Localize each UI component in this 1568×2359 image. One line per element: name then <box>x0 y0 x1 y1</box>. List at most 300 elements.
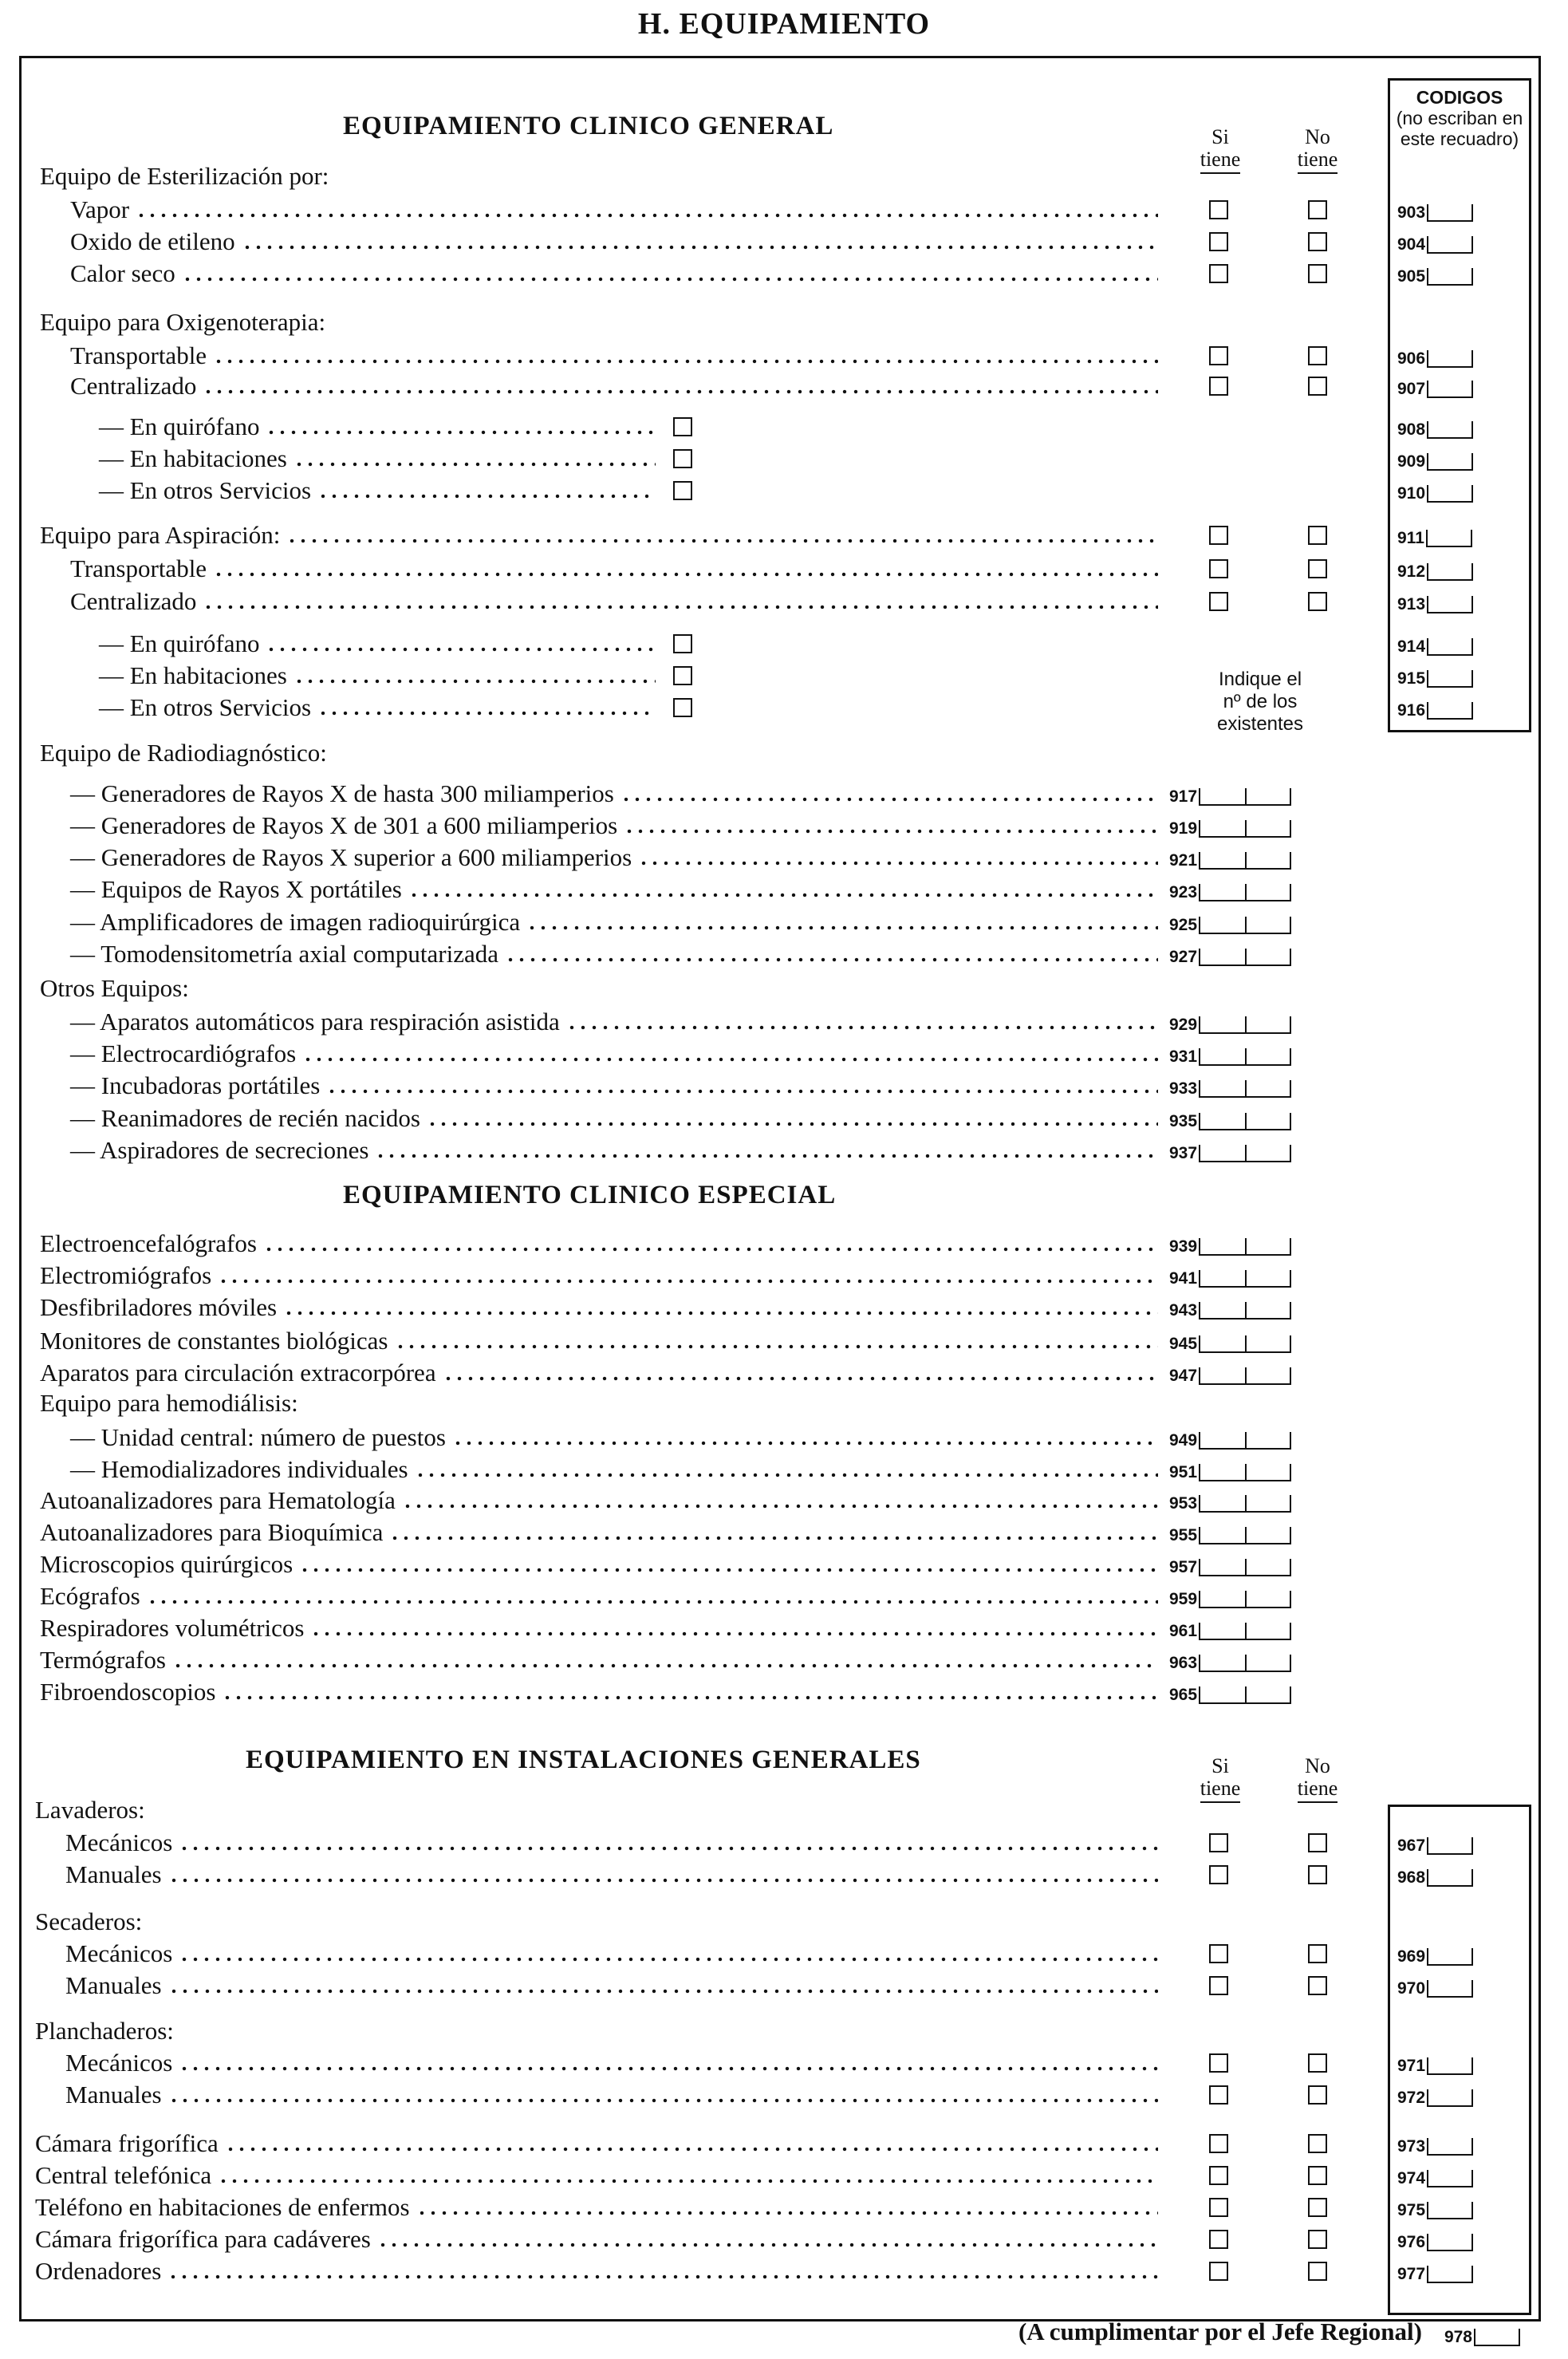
dot-leader <box>302 1057 1158 1062</box>
header-no-tiene <box>1286 126 1349 174</box>
count-digit[interactable] <box>1245 1591 1291 1608</box>
code-number: 935 <box>1169 1112 1198 1130</box>
si-checkbox[interactable] <box>1209 2230 1228 2249</box>
count-slot[interactable] <box>1199 884 1291 901</box>
code-slot[interactable] <box>1427 350 1473 368</box>
count-digit[interactable] <box>1245 1464 1291 1481</box>
code-field-978[interactable] <box>1444 2322 1520 2346</box>
yesno-row <box>70 341 1164 371</box>
count-slot[interactable] <box>1199 1686 1291 1704</box>
count-digit[interactable] <box>1199 1464 1245 1481</box>
count-digit[interactable] <box>1245 1145 1291 1162</box>
code-slot[interactable] <box>1427 236 1473 254</box>
code-number: 947 <box>1169 1367 1198 1385</box>
dot-leader <box>624 829 1158 834</box>
row-label: Centralizado <box>70 587 197 615</box>
no-checkbox[interactable] <box>1308 200 1327 219</box>
code-field-955[interactable] <box>1169 1521 1291 1544</box>
indique-note <box>1196 669 1324 736</box>
sub-checkbox[interactable] <box>673 449 692 468</box>
count-row <box>70 1135 1164 1166</box>
code-slot[interactable] <box>1427 381 1473 398</box>
count-digit[interactable] <box>1245 820 1291 838</box>
si-checkbox[interactable] <box>1209 232 1228 251</box>
count-digit[interactable] <box>1245 1495 1291 1513</box>
si-checkbox[interactable] <box>1209 2166 1228 2185</box>
count-digit[interactable] <box>1199 1623 1245 1640</box>
si-checkbox[interactable] <box>1209 377 1228 396</box>
code-field-967[interactable] <box>1397 1831 1473 1855</box>
code-field-975[interactable] <box>1397 2195 1473 2219</box>
no-checkbox[interactable] <box>1308 1833 1327 1852</box>
indique-note-2: nº de los <box>1223 691 1298 712</box>
count-digit[interactable] <box>1199 1145 1245 1162</box>
group-label-secaderos: Secaderos: <box>35 1907 143 1935</box>
no-checkbox[interactable] <box>1308 1944 1327 1963</box>
footer-text: (A cumplimentar por el Jefe Regional) <box>1018 2318 1422 2345</box>
no-checkbox[interactable] <box>1308 2085 1327 2105</box>
code-slot[interactable] <box>1427 2057 1473 2075</box>
code-field-913[interactable] <box>1397 590 1473 613</box>
code-field-927[interactable] <box>1169 942 1291 966</box>
count-digit[interactable] <box>1245 1335 1291 1353</box>
count-digit[interactable] <box>1199 1302 1245 1320</box>
si-checkbox[interactable] <box>1209 1833 1228 1852</box>
row-label: Central telefónica <box>35 2161 212 2189</box>
si-checkbox[interactable] <box>1209 526 1228 545</box>
code-field-945[interactable] <box>1169 1329 1291 1353</box>
count-digit[interactable] <box>1245 1432 1291 1450</box>
count-digit[interactable] <box>1245 1080 1291 1098</box>
no-checkbox[interactable] <box>1308 2262 1327 2281</box>
sub-row <box>99 444 662 474</box>
no-checkbox[interactable] <box>1308 2053 1327 2073</box>
code-field-909[interactable] <box>1397 447 1473 471</box>
code-number: 977 <box>1397 2265 1426 2283</box>
count-digit[interactable] <box>1245 1016 1291 1034</box>
sub-checkbox[interactable] <box>673 417 692 436</box>
code-slot[interactable] <box>1427 2202 1473 2219</box>
count-row <box>40 1613 1164 1643</box>
si-checkbox[interactable] <box>1209 200 1228 219</box>
count-digit[interactable] <box>1245 1527 1291 1544</box>
dot-leader <box>286 538 1158 543</box>
si-checkbox[interactable] <box>1209 2085 1228 2105</box>
si-checkbox[interactable] <box>1209 592 1228 611</box>
code-field-937[interactable] <box>1169 1138 1291 1162</box>
yesno-row <box>35 2160 1164 2191</box>
count-slot[interactable] <box>1199 1302 1291 1320</box>
si-checkbox[interactable] <box>1209 1944 1228 1963</box>
sub-checkbox[interactable] <box>673 666 692 685</box>
yesno-row <box>65 1828 1164 1858</box>
code-number: 949 <box>1169 1431 1198 1450</box>
count-digit[interactable] <box>1199 1655 1245 1672</box>
code-field-963[interactable] <box>1169 1648 1291 1672</box>
row-label: — Unidad central: número de puestos <box>70 1423 446 1451</box>
count-digit[interactable] <box>1199 852 1245 870</box>
header-no-label: No <box>1305 125 1330 148</box>
code-number: 905 <box>1397 267 1426 286</box>
code-field-971[interactable] <box>1397 2051 1473 2075</box>
code-field-914[interactable] <box>1397 632 1473 656</box>
count-digit[interactable] <box>1245 1623 1291 1640</box>
count-row <box>70 874 1164 905</box>
code-number: 904 <box>1397 235 1426 254</box>
code-field-912[interactable] <box>1397 557 1473 581</box>
dot-leader <box>222 1695 1158 1700</box>
code-slot[interactable] <box>1427 204 1473 222</box>
sub-row <box>99 412 662 442</box>
count-slot[interactable] <box>1199 1048 1291 1066</box>
code-field-957[interactable] <box>1169 1552 1291 1576</box>
code-slot[interactable] <box>1427 1948 1473 1966</box>
code-field-916[interactable] <box>1397 696 1473 720</box>
code-field-905[interactable] <box>1397 262 1473 286</box>
header-no-label: No <box>1305 1754 1330 1777</box>
count-row <box>40 1549 1164 1580</box>
dot-leader <box>168 1878 1158 1883</box>
no-checkbox[interactable] <box>1308 1976 1327 1995</box>
row-label: Autoanalizadores para Hematología <box>40 1486 396 1514</box>
code-number: 939 <box>1169 1237 1198 1256</box>
dot-leader <box>225 2147 1158 2152</box>
row-label: Equipo para Aspiración: <box>40 521 281 549</box>
count-digit[interactable] <box>1245 1048 1291 1066</box>
count-slot[interactable] <box>1199 1655 1291 1672</box>
sub-checkbox[interactable] <box>673 634 692 653</box>
code-number: 909 <box>1397 452 1426 471</box>
count-slot[interactable] <box>1199 1270 1291 1288</box>
dot-leader <box>283 1311 1158 1316</box>
code-field-925[interactable] <box>1169 910 1291 934</box>
count-row <box>40 1292 1164 1323</box>
group-label-lavaderos: Lavaderos: <box>35 1796 145 1824</box>
dot-leader <box>443 1376 1158 1381</box>
row-label: — Incubadoras portátiles <box>70 1071 321 1099</box>
dot-leader <box>326 1089 1158 1094</box>
code-slot[interactable] <box>1474 2329 1520 2346</box>
dot-leader <box>213 572 1158 577</box>
count-slot[interactable] <box>1199 1495 1291 1513</box>
sub-row <box>99 661 662 691</box>
count-digit[interactable] <box>1245 917 1291 934</box>
count-slot[interactable] <box>1199 788 1291 806</box>
count-row <box>70 907 1164 937</box>
count-row <box>40 1485 1164 1516</box>
count-digit[interactable] <box>1245 1113 1291 1130</box>
count-slot[interactable] <box>1199 1432 1291 1450</box>
row-label: Cámara frigorífica <box>35 2129 219 2157</box>
footer <box>1018 2318 1520 2346</box>
count-digit[interactable] <box>1199 1113 1245 1130</box>
count-row <box>40 1581 1164 1611</box>
code-field-941[interactable] <box>1169 1264 1291 1288</box>
si-checkbox[interactable] <box>1209 2053 1228 2073</box>
count-digit[interactable] <box>1245 852 1291 870</box>
row-label: Microscopios quirúrgicos <box>40 1550 294 1578</box>
count-digit[interactable] <box>1199 820 1245 838</box>
si-checkbox[interactable] <box>1209 264 1228 283</box>
count-slot[interactable] <box>1199 1559 1291 1576</box>
dot-leader <box>179 1846 1158 1851</box>
code-number: 917 <box>1169 787 1198 806</box>
count-digit[interactable] <box>1199 1238 1245 1256</box>
code-field-947[interactable] <box>1169 1361 1291 1385</box>
code-slot[interactable] <box>1427 453 1473 471</box>
si-checkbox[interactable] <box>1209 346 1228 365</box>
dot-leader <box>526 925 1158 930</box>
count-digit[interactable] <box>1199 1048 1245 1066</box>
row-label: — En habitaciones <box>99 444 287 472</box>
header-tiene-label: tiene <box>1200 148 1241 174</box>
code-slot[interactable] <box>1427 638 1473 656</box>
count-digit[interactable] <box>1199 949 1245 966</box>
count-digit[interactable] <box>1199 1495 1245 1513</box>
count-slot[interactable] <box>1199 1145 1291 1162</box>
row-label: Fibroendoscopios <box>40 1678 216 1706</box>
no-checkbox[interactable] <box>1308 2230 1327 2249</box>
count-row <box>70 1071 1164 1101</box>
code-field-974[interactable] <box>1397 2164 1473 2187</box>
count-digit[interactable] <box>1199 1016 1245 1034</box>
dot-leader <box>395 1344 1159 1349</box>
sub-checkbox[interactable] <box>673 481 692 500</box>
count-digit[interactable] <box>1199 1527 1245 1544</box>
count-digit[interactable] <box>1199 1432 1245 1450</box>
yesno-row <box>35 2128 1164 2159</box>
code-field-911[interactable] <box>1397 523 1472 547</box>
code-field-951[interactable] <box>1169 1458 1291 1481</box>
no-checkbox[interactable] <box>1308 1865 1327 1884</box>
dot-leader <box>266 647 656 652</box>
count-digit[interactable] <box>1245 1686 1291 1704</box>
code-number: 911 <box>1397 529 1424 547</box>
code-number: 968 <box>1397 1868 1426 1887</box>
count-digit[interactable] <box>1245 1559 1291 1576</box>
count-slot[interactable] <box>1199 1113 1291 1130</box>
row-label: Respiradores volumétricos <box>40 1614 305 1642</box>
count-digit[interactable] <box>1245 788 1291 806</box>
count-digit[interactable] <box>1199 788 1245 806</box>
code-slot[interactable] <box>1427 670 1473 688</box>
section-title-especial: EQUIPAMIENTO CLINICO ESPECIAL <box>343 1181 837 1209</box>
code-field-921[interactable] <box>1169 846 1291 870</box>
count-slot[interactable] <box>1199 1238 1291 1256</box>
code-slot[interactable] <box>1427 596 1473 613</box>
code-field-965[interactable] <box>1169 1680 1291 1704</box>
count-row <box>70 1422 1164 1453</box>
code-slot[interactable] <box>1427 2138 1473 2156</box>
code-number: 953 <box>1169 1494 1198 1513</box>
header-si-label: Si <box>1211 125 1229 148</box>
code-number: 976 <box>1397 2233 1426 2251</box>
dot-leader <box>317 711 656 716</box>
count-digit[interactable] <box>1199 1591 1245 1608</box>
dot-leader <box>416 2211 1158 2215</box>
dot-leader <box>203 389 1158 394</box>
code-slot[interactable] <box>1427 268 1473 286</box>
si-checkbox[interactable] <box>1209 1976 1228 1995</box>
count-digit[interactable] <box>1199 1686 1245 1704</box>
code-slot[interactable] <box>1427 485 1473 503</box>
code-field-908[interactable] <box>1397 415 1473 439</box>
code-field-910[interactable] <box>1397 479 1473 503</box>
code-slot[interactable] <box>1427 563 1473 581</box>
count-slot[interactable] <box>1199 820 1291 838</box>
code-slot[interactable] <box>1427 421 1473 439</box>
count-slot[interactable] <box>1199 917 1291 934</box>
count-row <box>40 1645 1164 1675</box>
code-field-923[interactable] <box>1169 878 1291 901</box>
count-digit[interactable] <box>1245 949 1291 966</box>
row-label: Mecánicos <box>65 1939 173 1967</box>
row-label: — Aparatos automáticos para respiración asistida <box>70 1008 560 1036</box>
count-digit[interactable] <box>1245 884 1291 901</box>
code-number: 974 <box>1397 2169 1426 2187</box>
code-field-943[interactable] <box>1169 1296 1291 1320</box>
row-label: Aparatos para circulación extracorpórea <box>40 1359 436 1387</box>
code-field-929[interactable] <box>1169 1010 1291 1034</box>
count-digit[interactable] <box>1199 917 1245 934</box>
count-digit[interactable] <box>1245 1270 1291 1288</box>
count-slot[interactable] <box>1199 949 1291 966</box>
code-slot[interactable] <box>1427 1837 1473 1855</box>
code-number: 907 <box>1397 380 1426 398</box>
dot-leader <box>408 893 1158 897</box>
code-slot[interactable] <box>1427 1869 1473 1887</box>
count-digit[interactable] <box>1245 1302 1291 1320</box>
code-field-970[interactable] <box>1397 1974 1473 1998</box>
code-slot[interactable] <box>1427 2234 1473 2251</box>
count-slot[interactable] <box>1199 1016 1291 1034</box>
count-slot[interactable] <box>1199 1367 1291 1385</box>
code-field-903[interactable] <box>1397 198 1473 222</box>
code-number: 963 <box>1169 1654 1198 1672</box>
count-digit[interactable] <box>1199 1559 1245 1576</box>
si-checkbox[interactable] <box>1209 2198 1228 2217</box>
count-digit[interactable] <box>1199 1080 1245 1098</box>
code-number: 970 <box>1397 1979 1426 1998</box>
count-slot[interactable] <box>1199 852 1291 870</box>
count-row <box>70 1454 1164 1485</box>
count-slot[interactable] <box>1199 1591 1291 1608</box>
code-slot[interactable] <box>1427 1980 1473 1998</box>
yesno-row <box>65 2080 1164 2110</box>
no-checkbox[interactable] <box>1308 592 1327 611</box>
count-slot[interactable] <box>1199 1623 1291 1640</box>
sub-row <box>99 692 662 723</box>
count-digit[interactable] <box>1199 1270 1245 1288</box>
yesno-row <box>65 1970 1164 2001</box>
dot-leader <box>168 1989 1158 1994</box>
si-checkbox[interactable] <box>1209 2134 1228 2153</box>
code-field-931[interactable] <box>1169 1042 1291 1066</box>
code-field-907[interactable] <box>1397 374 1473 398</box>
row-label: — Amplificadores de imagen radioquirúrgica <box>70 908 521 936</box>
code-number: 903 <box>1397 203 1426 222</box>
code-field-904[interactable] <box>1397 230 1473 254</box>
no-checkbox[interactable] <box>1308 2166 1327 2185</box>
code-slot[interactable] <box>1427 2170 1473 2187</box>
sub-row <box>99 475 662 506</box>
si-checkbox[interactable] <box>1209 1865 1228 1884</box>
code-slot[interactable] <box>1427 2089 1473 2107</box>
code-number: 927 <box>1169 948 1198 966</box>
row-label: Autoanalizadores para Bioquímica <box>40 1518 384 1546</box>
code-field-959[interactable] <box>1169 1584 1291 1608</box>
row-label: Calor seco <box>70 259 175 287</box>
count-row <box>70 1103 1164 1134</box>
code-field-977[interactable] <box>1397 2259 1473 2283</box>
count-digit[interactable] <box>1199 1367 1245 1385</box>
code-field-915[interactable] <box>1397 664 1473 688</box>
code-field-949[interactable] <box>1169 1426 1291 1450</box>
code-slot[interactable] <box>1427 702 1473 720</box>
code-field-935[interactable] <box>1169 1107 1291 1130</box>
yesno-row <box>40 520 1164 550</box>
code-field-939[interactable] <box>1169 1232 1291 1256</box>
count-digit[interactable] <box>1245 1238 1291 1256</box>
no-checkbox[interactable] <box>1308 346 1327 365</box>
code-number: 931 <box>1169 1047 1198 1066</box>
row-label: Mecánicos <box>65 1828 173 1856</box>
code-field-919[interactable] <box>1169 814 1291 838</box>
dot-leader <box>263 1247 1158 1252</box>
si-checkbox[interactable] <box>1209 559 1228 578</box>
code-field-906[interactable] <box>1397 344 1473 368</box>
count-digit[interactable] <box>1199 884 1245 901</box>
no-checkbox[interactable] <box>1308 559 1327 578</box>
no-checkbox[interactable] <box>1308 264 1327 283</box>
no-checkbox[interactable] <box>1308 232 1327 251</box>
count-slot[interactable] <box>1199 1464 1291 1481</box>
code-number: 961 <box>1169 1622 1198 1640</box>
code-number: 906 <box>1397 349 1426 368</box>
code-field-969[interactable] <box>1397 1942 1473 1966</box>
code-number: 914 <box>1397 637 1426 656</box>
count-digit[interactable] <box>1245 1655 1291 1672</box>
code-slot[interactable] <box>1426 530 1472 547</box>
code-field-953[interactable] <box>1169 1489 1291 1513</box>
indique-note-1: Indique el <box>1218 669 1302 690</box>
no-checkbox[interactable] <box>1308 526 1327 545</box>
sub-checkbox[interactable] <box>673 698 692 717</box>
code-number: 957 <box>1169 1558 1198 1576</box>
code-field-968[interactable] <box>1397 1863 1473 1887</box>
code-field-933[interactable] <box>1169 1074 1291 1098</box>
count-slot[interactable] <box>1199 1527 1291 1544</box>
code-number: 941 <box>1169 1269 1198 1288</box>
section-title-instalaciones: EQUIPAMIENTO EN INSTALACIONES GENERALES <box>246 1746 921 1774</box>
row-label: Manuales <box>65 1971 162 1999</box>
count-slot[interactable] <box>1199 1080 1291 1098</box>
code-slot[interactable] <box>1427 2266 1473 2283</box>
si-checkbox[interactable] <box>1209 2262 1228 2281</box>
no-checkbox[interactable] <box>1308 377 1327 396</box>
code-field-973[interactable] <box>1397 2132 1473 2156</box>
code-field-972[interactable] <box>1397 2083 1473 2107</box>
no-checkbox[interactable] <box>1308 2134 1327 2153</box>
code-field-976[interactable] <box>1397 2227 1473 2251</box>
count-slot[interactable] <box>1199 1335 1291 1353</box>
count-digit[interactable] <box>1245 1367 1291 1385</box>
no-checkbox[interactable] <box>1308 2198 1327 2217</box>
row-label: — Generadores de Rayos X superior a 600 miliamperios <box>70 843 632 871</box>
count-digit[interactable] <box>1199 1335 1245 1353</box>
code-field-917[interactable] <box>1169 782 1291 806</box>
code-field-961[interactable] <box>1169 1616 1291 1640</box>
